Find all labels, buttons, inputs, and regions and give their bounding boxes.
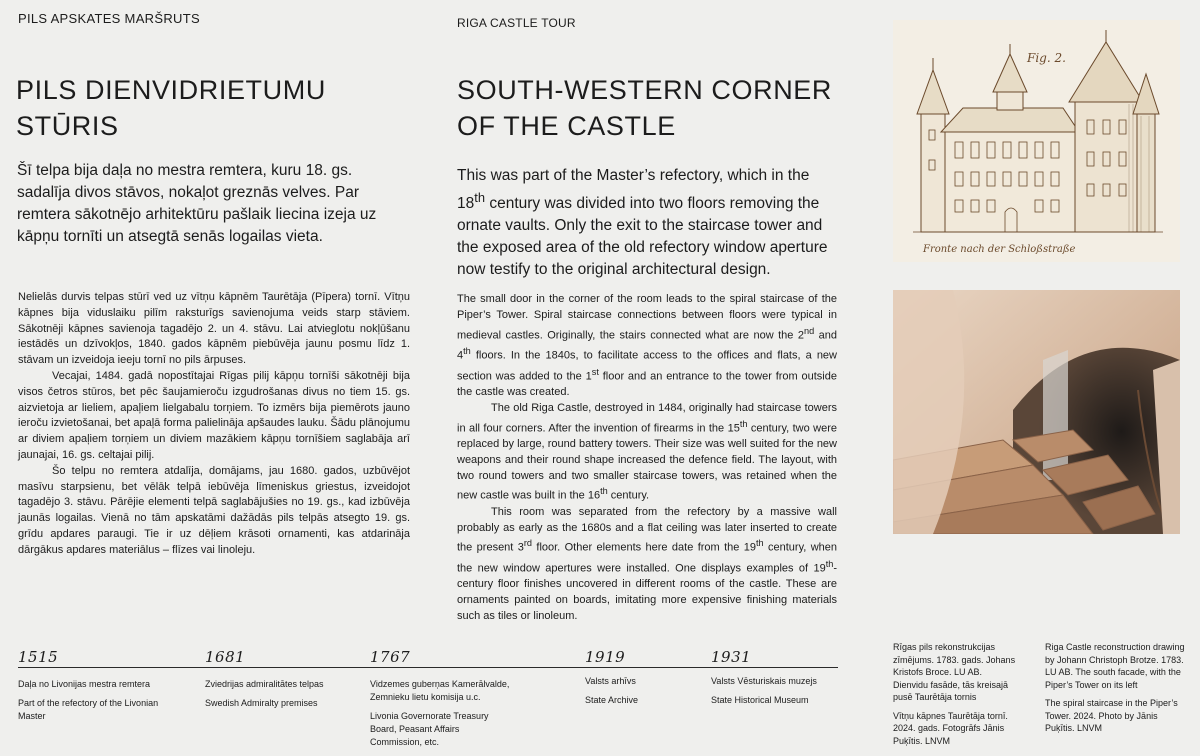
body-latvian-paragraph: Vecajai, 1484. gadā nopostītajai Rīgas pilij kāpņu tornīši sākotnēji bija visos četros stūros, bet pēc šaujamieroču izgudrošanas divus no tiem 15. gs. aizvietoja ar lieliem, apaļiem lielgabalu torņiem. To izmērs bija piemērots jauno ieroču izvietošanai, bet apaļā forma palielināja apšaudes lauku. Šādu plānojumu ar diviem apaļiem torņiem un diviem mazākiem kāpņu tornīšiem saglabāja arī jaunajai, 16. gs. celtajai pilij. (18, 369, 410, 461)
timeline-en: Part of the refectory of the Livonian Master (18, 698, 159, 721)
title-latvian-line1: PILS DIENVIDRIETUMU (16, 75, 326, 105)
timeline-lv: Daļa no Livonijas mestra remtera (18, 679, 151, 689)
spiral-staircase-image (893, 290, 1180, 534)
timeline-lv: Vidzemes guberņas Kamerālvalde, Zemnieku lietu komisija u.c. (370, 679, 510, 702)
timeline-en: Swedish Admiralty premises (205, 698, 318, 708)
header-english: RIGA CASTLE TOUR (457, 16, 576, 30)
timeline-lv: Valsts arhīvs (585, 676, 636, 686)
lead-english: This was part of the Master’s refectory, which in the 18th century was divided into two floors removing the ornate vaults. Only the exit to the staircase tower and the exposed area of the old refectory window aperture now testify to the original architectural design. (457, 167, 828, 279)
timeline-year-1767: 1767 (370, 648, 411, 666)
drawing-caption-english (1045, 641, 1185, 735)
timeline-en: State Archive (585, 695, 639, 705)
lead-latvian: Šī telpa bija daļa no mestra remtera, kuru 18. gs. sadalīja divos stāvos, nokaļot greznās velves. Par remtera sākotnējo arhitektūru pašlaik liecina izeja uz kāpņu tornīti un atsegtā senās logailas vieta. (17, 162, 377, 245)
timeline-en: State Historical Museum (711, 695, 809, 705)
drawing-caption-latvian (893, 641, 1018, 747)
body-latvian (18, 290, 410, 559)
timeline-line (18, 667, 838, 668)
timeline-entry-1515 (18, 678, 168, 723)
title-english (457, 72, 857, 144)
body-english-paragraph: This room was separated from the refectory by a massive wall probably as early as the 1680s and a flat ceiling was later inserted to create the present 3rd floor. Other elements here date from the 19th century, when the new window apertures were installed. One displays examples of 19th-century floor finishes uncovered in different rooms of the castle. These are ornaments painted on boards, imitating more expensive finishing materials such as tiles or linoleum. (457, 505, 837, 622)
caption-text: The spiral staircase in the Piper’s Tower. 2024. Photo by Jānis Puķītis. LNVM (1045, 698, 1178, 733)
title-latvian (16, 72, 416, 144)
timeline-year-1515: 1515 (18, 648, 59, 666)
timeline-entry-1919 (585, 675, 695, 707)
timeline-en: Livonia Governorate Treasury Board, Peasant Affairs Commission, etc. (370, 711, 489, 747)
title-latvian-line2: STŪRIS (16, 111, 119, 141)
timeline-entry-1931 (711, 675, 841, 707)
title-english-line1: SOUTH-WESTERN CORNER (457, 75, 832, 105)
body-english (457, 292, 837, 625)
castle-drawing-svg (893, 20, 1180, 262)
title-english-line2: OF THE CASTLE (457, 111, 676, 141)
body-english-paragraph: The old Riga Castle, destroyed in 1484, originally had staircase towers in all four corners. After the invention of firearms in the 15th century, two were replaced by large, round battery towers. Their size was well suited for the new weapons and their round shape increased the defence field. The layout, with two round towers and two smaller staircase towers, was retained when the new castle was built in the 16th century. (457, 401, 837, 503)
body-english-paragraph: The small door in the corner of the room leads to the spiral staircase of the Piper’s Tower. Spiral staircase connections between floors were typical in medieval castles. Originally, the stairs connected what are now the 2nd and 4th floors. In the 1840s, to facilitate access to the offices and flats, a new section was added to the 1st floor and an entrance to the tower from outside the castle was created. (457, 293, 837, 398)
caption-text: Vītņu kāpnes Taurētāja tornī. 2024. gads. Fotogrāfs Jānis Puķītis. LNVM (893, 710, 1008, 746)
timeline-lv: Valsts Vēsturiskais muzejs (711, 676, 817, 686)
timeline-entry-1681 (205, 678, 345, 710)
caption-text: Rīgas pils rekonstrukcijas zīmējums. 1783. gads. Johans Kristofs Broce. LU AB. Dienvidu fasāde, tās kreisajā pusē Taurētāja tornis (893, 642, 1016, 702)
timeline-year-1919: 1919 (585, 648, 626, 666)
drawing-script-caption: Fronte nach der Schloßstraße (923, 244, 1076, 255)
timeline-year-1931: 1931 (711, 648, 752, 666)
timeline-year-1681: 1681 (205, 648, 246, 666)
body-latvian-paragraph: Šo telpu no remtera atdalīja, domājams, jau 1680. gados, uzbūvējot masīvu starpsienu, bet vēlāk telpā iebūvēja līmeniskus griestus, izveidojot tagadējo 3. stāvu. Pārējie elementi telpā saglabājušies no 19. gs., kad izbūvēja jaunās logailas. Vienā no tām apskatāmi dažādās pils telpās atsegto 19. gs. grīdu apdares paraugi. Tie ir uz dēļiem krāsoti ornamenti, kas atdarināja dārgākus apdares materiālus – flīzes vai linoleju. (18, 464, 410, 556)
timeline-lv: Zviedrijas admiralitātes telpas (205, 679, 324, 689)
caption-text: Riga Castle reconstruction drawing by Johann Christoph Brotze. 1783. LU AB. The south facade, with the Piper’s Tower on its left (1045, 642, 1185, 690)
drawing-fig-label: Fig. 2. (1027, 51, 1066, 65)
spiral-staircase-svg (893, 290, 1180, 534)
castle-drawing-image (893, 20, 1180, 262)
body-latvian-paragraph: Nelielās durvis telpas stūrī ved uz vītņu kāpnēm Taurētāja (Pīpera) tornī. Vītņu kāpnes bija viduslaiku pilīm raksturīgs savienojuma veids starp stāviem. Sākotnēji kāpnes savienoja tagadējo 2. un 4. stāvu. Lai atvieglotu nokļūšanu iestādēs un dzīvokļos, 1840. gados kāpnēm piebūvēja jaunu posmu līdz 1. stāvam un izveidoja ieeju tornī no pils ārpuses. (18, 291, 410, 367)
header-latvian: PILS APSKATES MARŠRUTS (18, 11, 200, 26)
timeline-entry-1767 (370, 678, 510, 749)
